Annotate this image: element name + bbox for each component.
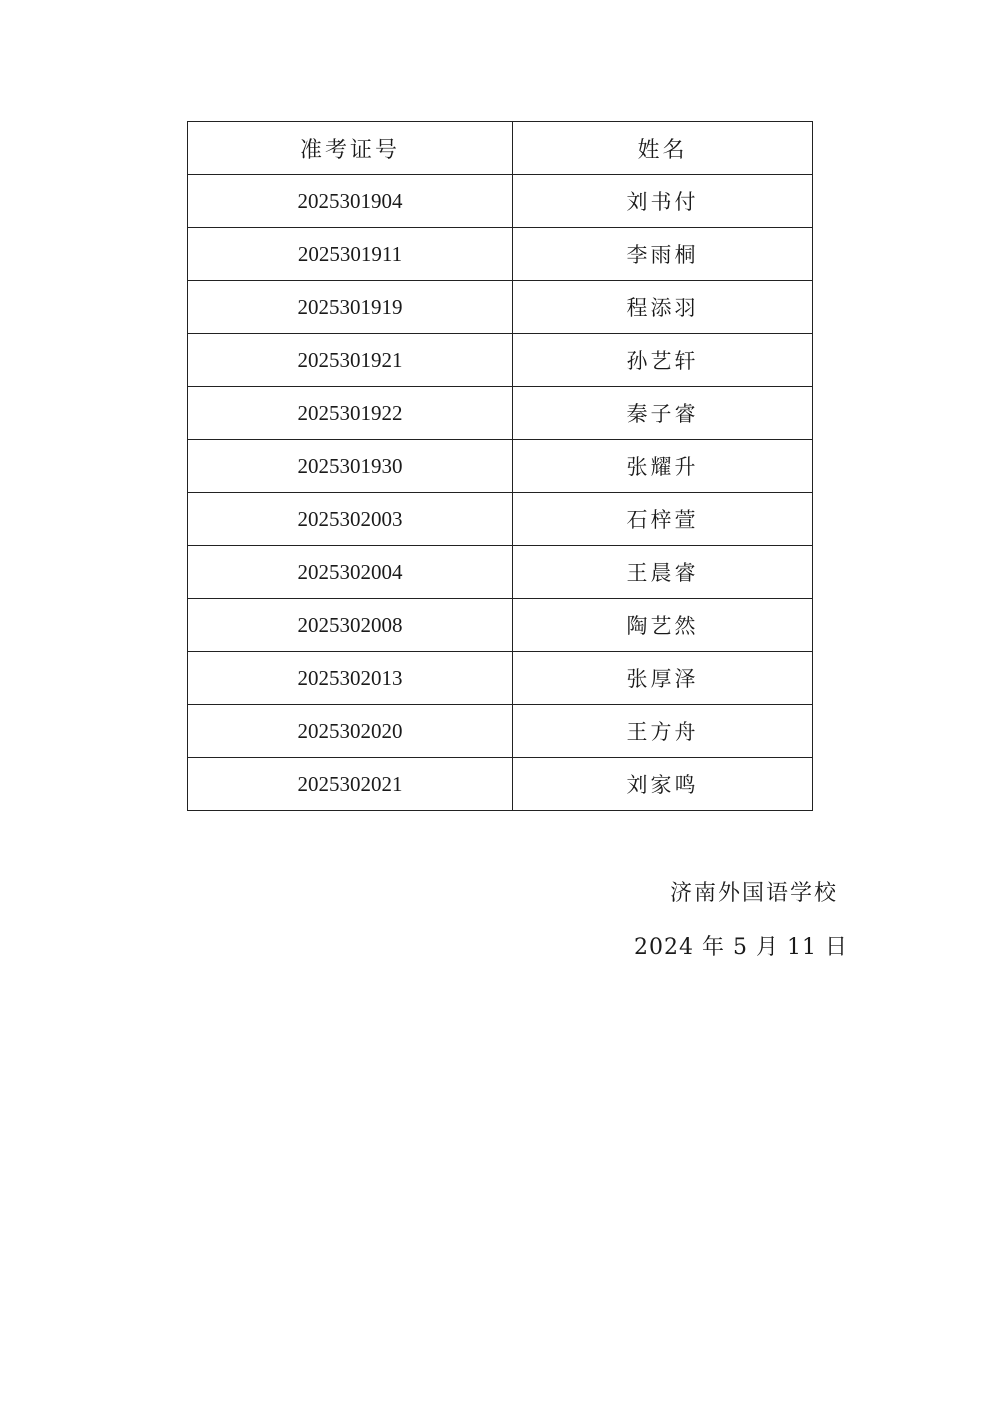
table-row <box>188 175 813 228</box>
name-cell: 张耀升 <box>513 440 813 493</box>
header-admission-number: 准考证号 <box>188 122 513 175</box>
admission-number-cell: 2025302003 <box>188 493 513 546</box>
name-cell: 程添羽 <box>513 281 813 334</box>
table-row <box>188 228 813 281</box>
name-cell: 刘书付 <box>513 175 813 228</box>
header-name: 姓名 <box>513 122 813 175</box>
admission-number-cell: 2025302013 <box>188 652 513 705</box>
name-cell: 孙艺轩 <box>513 334 813 387</box>
name-cell: 王晨睿 <box>513 546 813 599</box>
issue-date: 2024 年 5 月 11 日 <box>634 935 848 960</box>
admission-number-cell: 2025302004 <box>188 546 513 599</box>
table-row <box>188 599 813 652</box>
admission-number-cell: 2025301904 <box>188 175 513 228</box>
table-row <box>188 281 813 334</box>
admission-roster-table <box>187 121 813 811</box>
admission-number-cell: 2025301922 <box>188 387 513 440</box>
table-row <box>188 493 813 546</box>
admission-number-cell: 2025301930 <box>188 440 513 493</box>
admission-number-cell: 2025301921 <box>188 334 513 387</box>
admission-number-cell: 2025301919 <box>188 281 513 334</box>
name-cell: 王方舟 <box>513 705 813 758</box>
name-cell: 石梓萱 <box>513 493 813 546</box>
name-cell: 刘家鸣 <box>513 758 813 811</box>
issuing-organization: 济南外国语学校 <box>669 881 838 906</box>
admission-number-cell: 2025302021 <box>188 758 513 811</box>
name-cell: 陶艺然 <box>513 599 813 652</box>
table-row <box>188 334 813 387</box>
table-row <box>188 758 813 811</box>
table-row <box>188 440 813 493</box>
name-cell: 秦子睿 <box>513 387 813 440</box>
table-row <box>188 652 813 705</box>
table-header-row <box>188 122 813 175</box>
table-row <box>188 546 813 599</box>
admission-number-cell: 2025302020 <box>188 705 513 758</box>
table-row <box>188 705 813 758</box>
admission-number-cell: 2025302008 <box>188 599 513 652</box>
name-cell: 李雨桐 <box>513 228 813 281</box>
table-row <box>188 387 813 440</box>
admission-number-cell: 2025301911 <box>188 228 513 281</box>
name-cell: 张厚泽 <box>513 652 813 705</box>
